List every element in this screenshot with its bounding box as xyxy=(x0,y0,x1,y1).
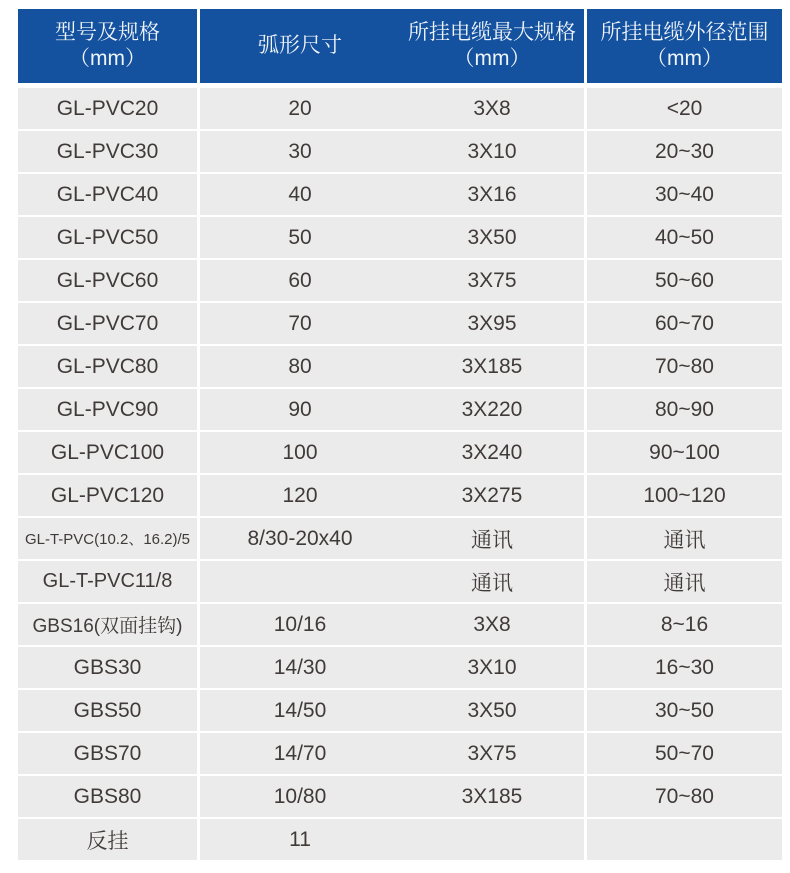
table-row xyxy=(18,88,782,129)
cell-arc-size: 10/80 xyxy=(200,776,400,817)
cell-diameter-range: 50~70 xyxy=(587,733,782,774)
cell-max-spec: 3X16 xyxy=(400,174,587,215)
cell-max-spec xyxy=(400,819,587,860)
cell-model: GL-T-PVC(10.2、16.2)/5 xyxy=(18,518,200,559)
cell-max-spec: 3X50 xyxy=(400,690,587,731)
table-header-row xyxy=(18,9,782,83)
cell-model: GL-PVC40 xyxy=(18,174,200,215)
cell-max-spec: 3X185 xyxy=(400,776,587,817)
table-row xyxy=(18,346,782,387)
cell-diameter-range: 80~90 xyxy=(587,389,782,430)
table-row xyxy=(18,819,782,860)
cell-arc-size: 80 xyxy=(200,346,400,387)
cell-max-spec: 3X10 xyxy=(400,647,587,688)
cell-diameter-range: 40~50 xyxy=(587,217,782,258)
header-model xyxy=(18,9,200,83)
header-arc-size-title: 弧形尺寸 xyxy=(258,34,342,57)
cell-max-spec: 3X8 xyxy=(400,604,587,645)
table-row xyxy=(18,475,782,516)
cell-diameter-range: 50~60 xyxy=(587,260,782,301)
cell-model: GL-PVC60 xyxy=(18,260,200,301)
table-row xyxy=(18,518,782,559)
cell-model: GL-PVC70 xyxy=(18,303,200,344)
table-row xyxy=(18,131,782,172)
cell-arc-size: 20 xyxy=(200,88,400,129)
cell-diameter-range: 30~50 xyxy=(587,690,782,731)
table-row xyxy=(18,561,782,602)
cell-arc-size: 60 xyxy=(200,260,400,301)
cell-model: GBS70 xyxy=(18,733,200,774)
cell-arc-size: 120 xyxy=(200,475,400,516)
cell-arc-size: 14/50 xyxy=(200,690,400,731)
cell-arc-size: 14/30 xyxy=(200,647,400,688)
cell-diameter-range: 70~80 xyxy=(587,346,782,387)
header-max-spec-unit: （mm） xyxy=(453,47,531,70)
cell-model: GL-T-PVC11/8 xyxy=(18,561,200,602)
table-row xyxy=(18,174,782,215)
cell-diameter-range: 90~100 xyxy=(587,432,782,473)
cell-max-spec: 3X220 xyxy=(400,389,587,430)
cell-arc-size: 11 xyxy=(200,819,400,860)
cell-arc-size: 90 xyxy=(200,389,400,430)
table-row xyxy=(18,776,782,817)
cell-diameter-range: 8~16 xyxy=(587,604,782,645)
cell-model: GL-PVC30 xyxy=(18,131,200,172)
header-diameter-range-title: 所挂电缆外径范围 xyxy=(600,21,769,44)
table-row xyxy=(18,303,782,344)
cell-max-spec: 通讯 xyxy=(400,561,587,602)
cell-diameter-range: 30~40 xyxy=(587,174,782,215)
cell-model: 反挂 xyxy=(18,819,200,860)
cell-arc-size xyxy=(200,561,400,602)
table-row xyxy=(18,647,782,688)
cell-arc-size: 10/16 xyxy=(200,604,400,645)
cell-max-spec: 3X8 xyxy=(400,88,587,129)
header-model-title: 型号及规格 xyxy=(55,21,160,44)
table-row xyxy=(18,432,782,473)
cell-model: GL-PVC50 xyxy=(18,217,200,258)
cell-max-spec: 3X50 xyxy=(400,217,587,258)
cell-max-spec: 3X75 xyxy=(400,733,587,774)
cell-max-spec: 3X185 xyxy=(400,346,587,387)
table-row xyxy=(18,690,782,731)
table-row xyxy=(18,217,782,258)
cell-diameter-range: 20~30 xyxy=(587,131,782,172)
cell-arc-size: 14/70 xyxy=(200,733,400,774)
cell-arc-size: 70 xyxy=(200,303,400,344)
header-arc-size xyxy=(200,9,400,83)
cell-diameter-range: 16~30 xyxy=(587,647,782,688)
header-diameter-range-unit: （mm） xyxy=(646,47,723,70)
header-max-spec xyxy=(400,9,587,83)
table-row xyxy=(18,389,782,430)
cell-max-spec: 3X10 xyxy=(400,131,587,172)
cell-max-spec: 3X240 xyxy=(400,432,587,473)
cell-max-spec: 通讯 xyxy=(400,518,587,559)
cell-arc-size: 100 xyxy=(200,432,400,473)
cell-diameter-range: 60~70 xyxy=(587,303,782,344)
cell-model: GL-PVC120 xyxy=(18,475,200,516)
cell-diameter-range: 70~80 xyxy=(587,776,782,817)
cell-model: GL-PVC20 xyxy=(18,88,200,129)
cell-diameter-range xyxy=(587,819,782,860)
cell-diameter-range: 100~120 xyxy=(587,475,782,516)
cell-model: GBS80 xyxy=(18,776,200,817)
cell-diameter-range: <20 xyxy=(587,88,782,129)
header-max-spec-title: 所挂电缆最大规格 xyxy=(408,21,576,44)
cell-model: GBS30 xyxy=(18,647,200,688)
cell-diameter-range: 通讯 xyxy=(587,518,782,559)
cell-model: GL-PVC80 xyxy=(18,346,200,387)
cell-model: GBS50 xyxy=(18,690,200,731)
cell-arc-size: 30 xyxy=(200,131,400,172)
cell-max-spec: 3X75 xyxy=(400,260,587,301)
table-row xyxy=(18,733,782,774)
cell-diameter-range: 通讯 xyxy=(587,561,782,602)
header-model-unit: （mm） xyxy=(69,47,146,70)
cell-model: GL-PVC100 xyxy=(18,432,200,473)
cell-arc-size: 8/30-20x40 xyxy=(200,518,400,559)
table-row xyxy=(18,260,782,301)
cell-max-spec: 3X95 xyxy=(400,303,587,344)
spec-table xyxy=(18,9,782,862)
cell-arc-size: 40 xyxy=(200,174,400,215)
cell-arc-size: 50 xyxy=(200,217,400,258)
table-row xyxy=(18,604,782,645)
header-diameter-range xyxy=(587,9,782,83)
cell-max-spec: 3X275 xyxy=(400,475,587,516)
cell-model: GL-PVC90 xyxy=(18,389,200,430)
cell-model: GBS16(双面挂钩) xyxy=(18,604,200,645)
